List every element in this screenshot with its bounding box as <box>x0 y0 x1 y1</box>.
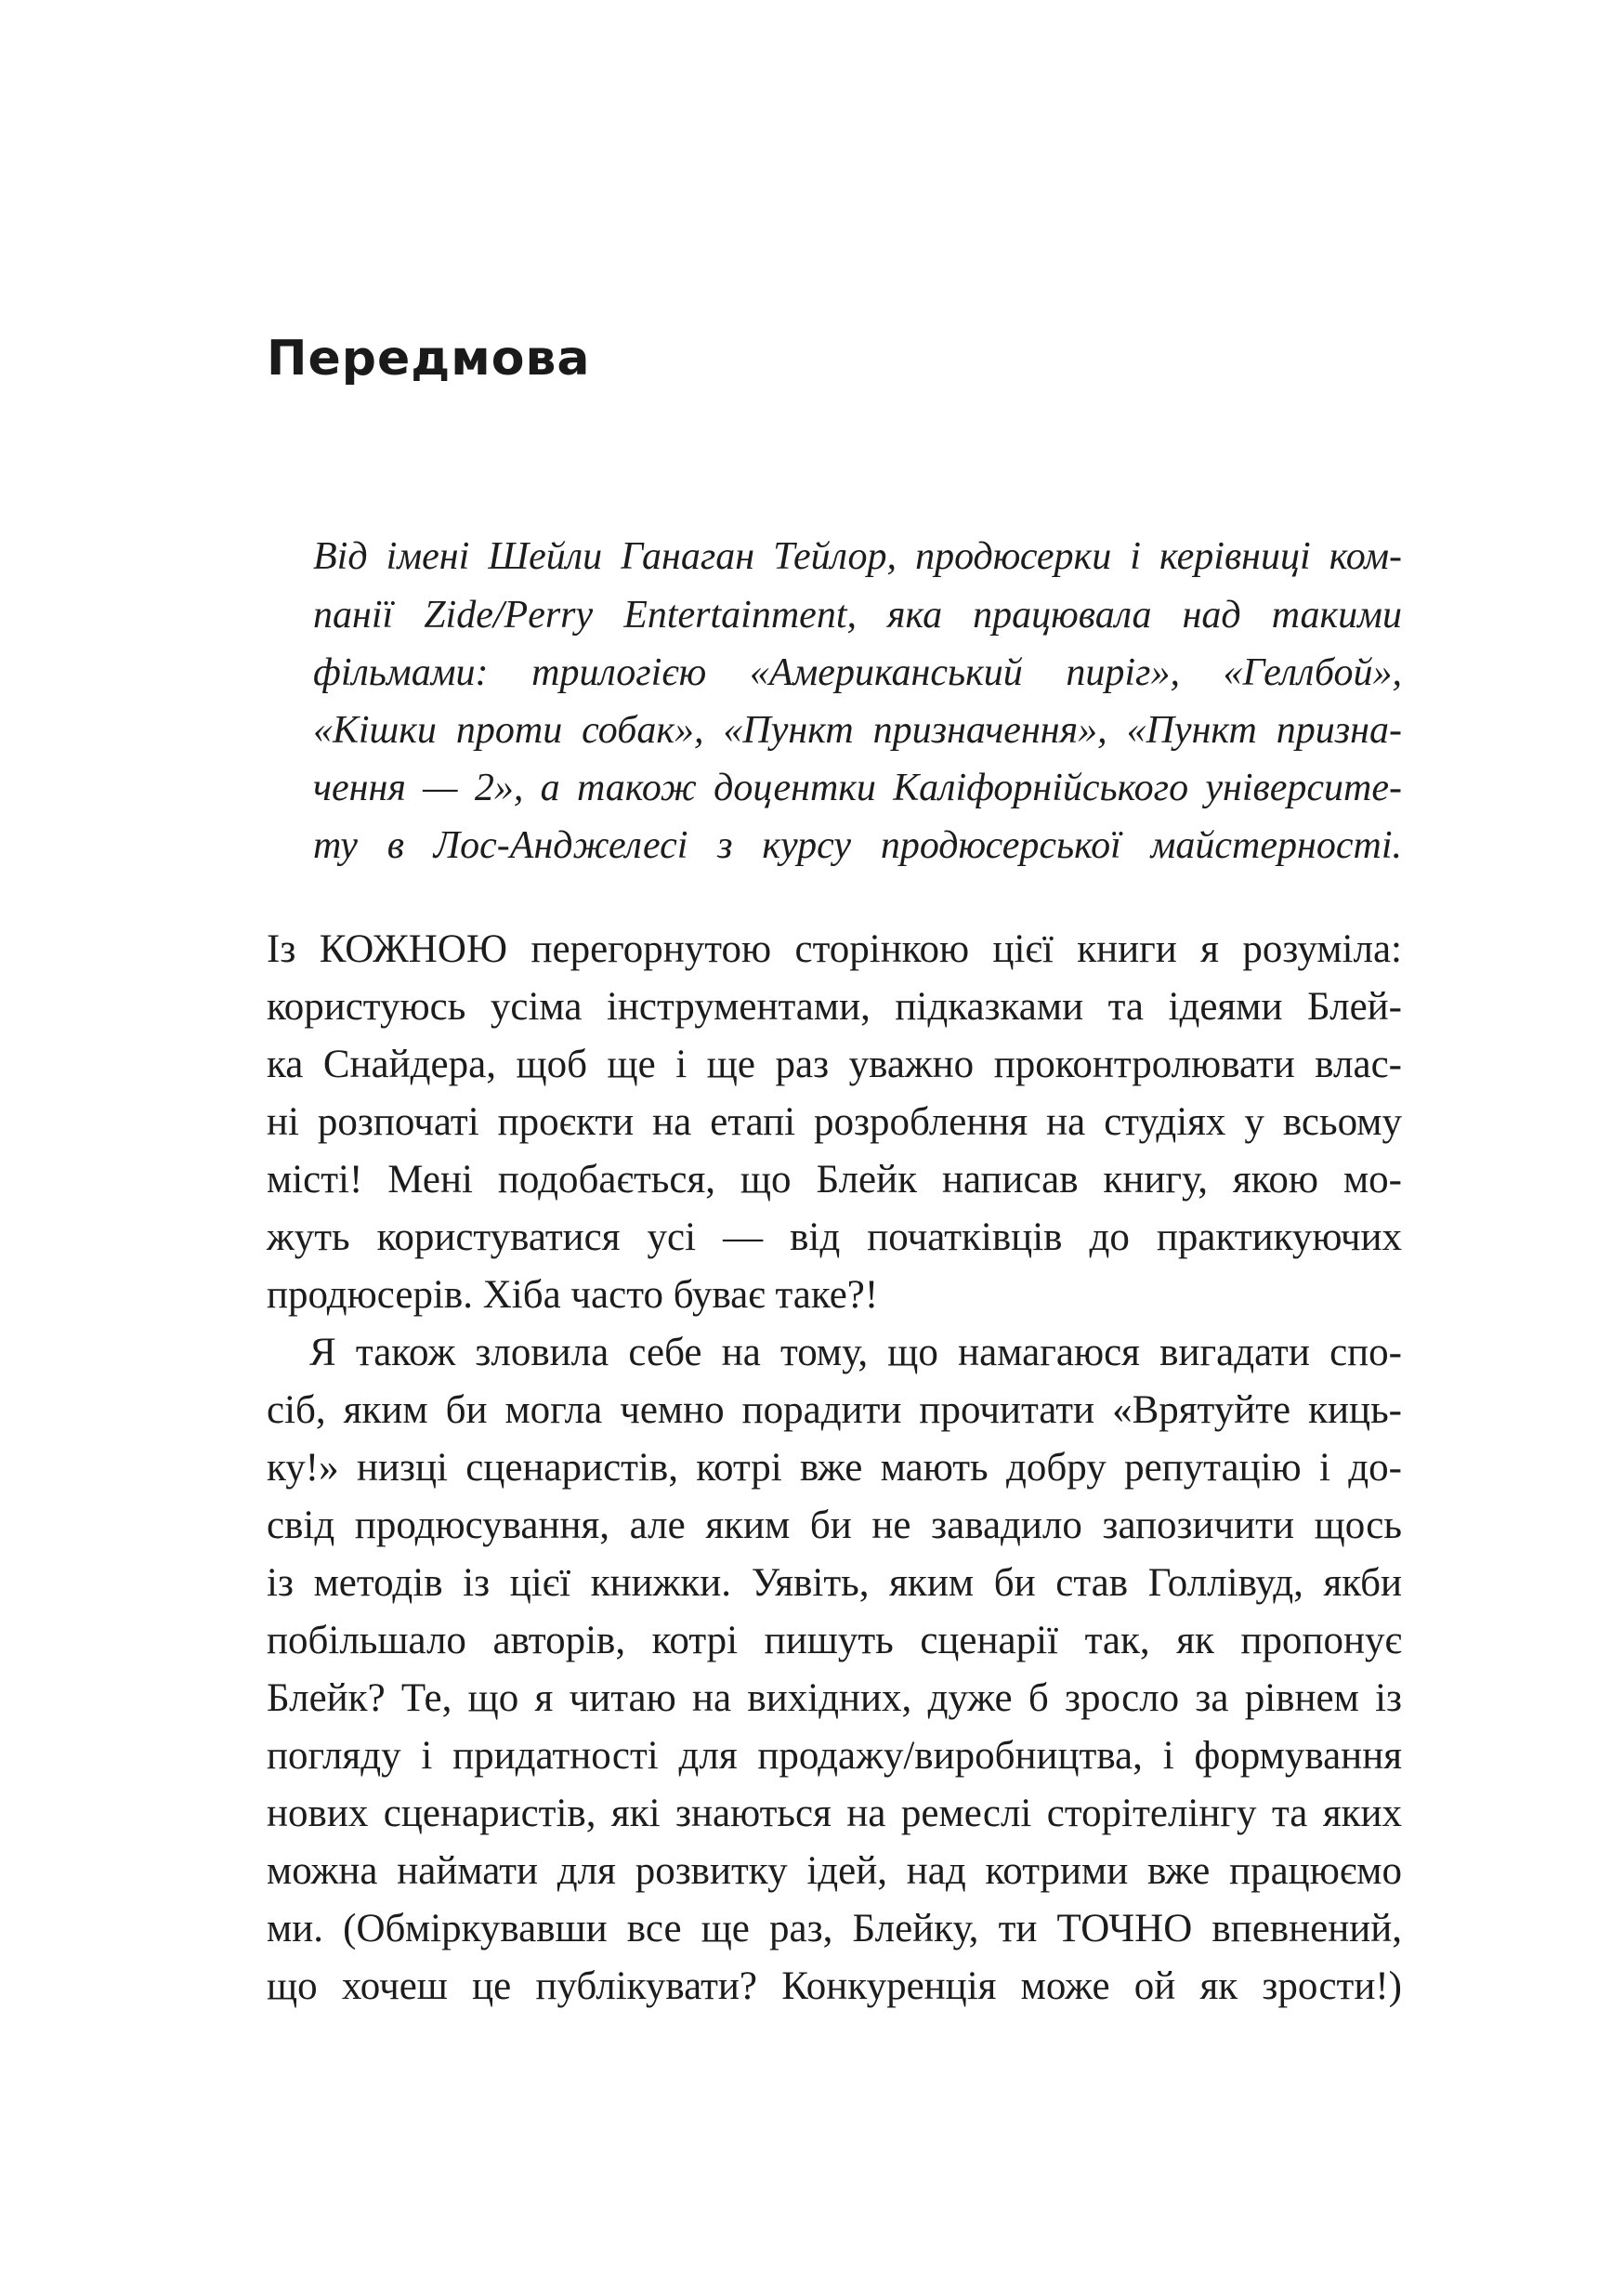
paragraph-2-line: Блейк? Те, що я читаю на вихідних, дуже б зросло за рівнем із <box>267 1676 1402 1720</box>
epigraph-line: панії Zide/Perry Entertainment, яка працювала над такими <box>313 594 1402 637</box>
paragraph-1-line: місті! Мені подобається, що Блейк написав книгу, якою мо- <box>267 1158 1402 1202</box>
paragraph-2-line: ку!» низці сценаристів, котрі вже мають добру репутацію і до- <box>267 1446 1402 1490</box>
epigraph-line: фільмами: трилогією «Американський пиріг», «Геллбой», <box>313 651 1402 694</box>
paragraph-2-line: ми. (Обміркувавши все ще раз, Блейку, ти ТОЧНО впевнений, <box>267 1907 1402 1950</box>
paragraph-1-line: користуюсь усіма інструментами, підказками та ідеями Блей- <box>267 985 1402 1029</box>
paragraph-2-line: побільшало авторів, котрі пишуть сценарії так, як пропонує <box>267 1619 1402 1662</box>
paragraph-2-line: можна наймати для розвитку ідей, над котрими вже працюємо <box>267 1849 1402 1893</box>
paragraph-2-line: нових сценаристів, які знаються на ремеслі сторітелінгу та яких <box>267 1792 1402 1835</box>
paragraph-2-line: Я також зловила себе на тому, що намагаюся вигадати спо- <box>309 1331 1402 1374</box>
paragraph-1-line: ні розпочаті проєкти на етапі розроблення на студіях у всьому <box>267 1100 1402 1144</box>
paragraph-2-line: із методів із цієї книжки. Уявіть, яким би став Голлівуд, якби <box>267 1561 1402 1605</box>
paragraph-1-line: Із КОЖНОЮ перегорнутою сторінкою цієї книги я розуміла: <box>267 927 1402 971</box>
epigraph-line: «Кішки проти собак», «Пункт призначення», «Пункт призна- <box>313 709 1402 752</box>
paragraph-2-line: свід продюсування, але яким би не завадило запозичити щось <box>267 1504 1402 1547</box>
epigraph-line: ту в Лос-Анджелесі з курсу продюсерської майстерності. <box>313 824 1402 867</box>
paragraph-1-line: ка Снайдера, щоб ще і ще раз уважно проконтролювати влас- <box>267 1043 1402 1086</box>
paragraph-2-line: що хочеш це публікувати? Конкуренція може ой як зрости!) <box>267 1964 1402 2008</box>
chapter-heading: Передмова <box>267 331 591 387</box>
paragraph-2-line: сіб, яким би могла чемно порадити прочитати «Врятуйте киць- <box>267 1388 1402 1432</box>
paragraph-1-line: продюсерів. Хіба часто буває таке?! <box>267 1273 879 1317</box>
epigraph-line: чення — 2», а також доцентки Каліфорнійського університе- <box>313 767 1402 809</box>
paragraph-2-line: погляду і придатності для продажу/виробництва, і формування <box>267 1734 1402 1778</box>
paragraph-1-line: жуть користуватися усі — від початківців до практикуючих <box>267 1215 1402 1259</box>
epigraph-line: Від імені Шейли Ганаган Тейлор, продюсерки і керівниці ком- <box>313 535 1402 578</box>
